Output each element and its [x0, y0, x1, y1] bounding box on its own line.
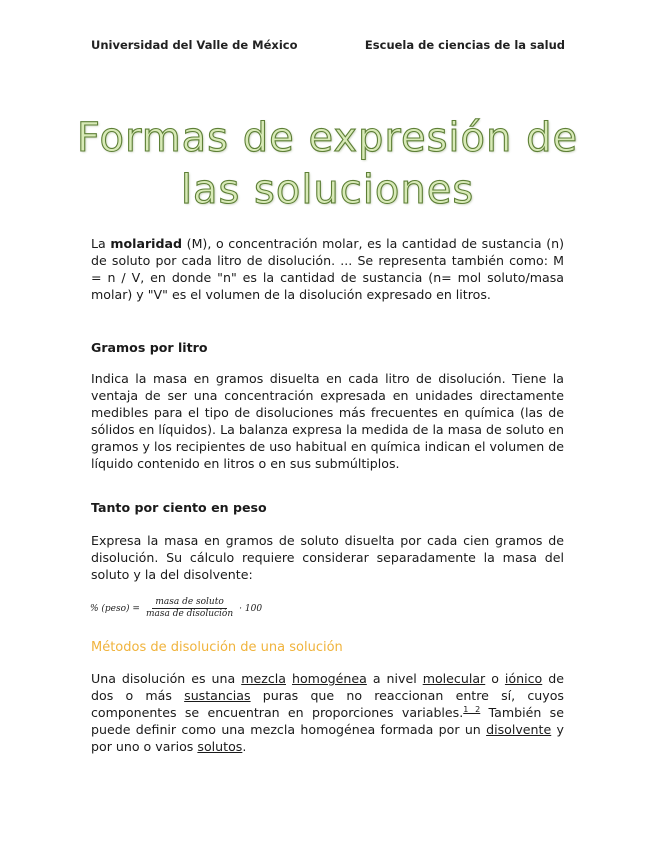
molaridad-intro: La	[91, 236, 111, 251]
text-segment: de dos o más	[91, 671, 564, 703]
title-line-1: Formas de expresión de	[76, 115, 579, 161]
formula-numerator: masa de soluto	[152, 597, 226, 609]
link-sustancias[interactable]: sustancias	[184, 688, 251, 703]
formula-rhs: · 100	[239, 603, 263, 614]
percent-weight-formula	[90, 597, 262, 620]
tanto-heading: Tanto por ciento en peso	[91, 500, 267, 515]
link-molecular[interactable]: molecular	[422, 671, 486, 686]
footnote-refs[interactable]: 1 2	[463, 704, 481, 714]
formula-denominator: masa de disolución	[145, 609, 234, 619]
title-line-2: las soluciones	[180, 167, 475, 213]
text-segment: a nivel	[366, 671, 423, 686]
link-mezcla[interactable]: mezcla	[241, 671, 286, 686]
header-university: Universidad del Valle de México	[91, 38, 298, 52]
link-disolvente[interactable]: disolvente	[486, 722, 552, 737]
molaridad-text: (M), o concentración molar, es la cantidad de sustancia (n) de soluto por cada litro de disolución. ... Se representa también como: M = n / V, en donde "n" es la cantidad de sustancia (n= mol soluto/masa molar) y "V" es el volumen de la disolución expresado en litros.	[91, 236, 565, 302]
text-segment: o	[485, 671, 505, 686]
gramos-heading: Gramos por litro	[91, 340, 208, 355]
link-solutos[interactable]: solutos	[197, 739, 243, 754]
molaridad-term: molaridad	[110, 236, 183, 251]
page-header	[91, 38, 565, 52]
link-homogenea[interactable]: homogénea	[291, 671, 367, 686]
gramos-paragraph: Indica la masa en gramos disuelta en cada litro de disolución. Tiene la ventaja de ser una concentración expresada en unidades directamente medibles para el tipo de disoluciones más frecuentes en química (las de sólidos en líquidos). La balanza expresa la medida de la masa de soluto en gramos y los recipientes de uso habitual en química indican el volumen de líquido contenido en litros o en sus submúltiplos.	[91, 371, 564, 471]
text-segment: También se puede definir como una mezcla homogénea formada por un	[91, 705, 564, 737]
text-segment: y por uno o varios	[91, 722, 564, 754]
text-segment: puras que no reaccionan entre sí, cuyos componentes se encuentran en proporciones variables.	[91, 688, 564, 720]
header-school: Escuela de ciencias de la salud	[364, 38, 565, 52]
text-segment: Una disolución es una	[91, 671, 242, 686]
formula-lhs: % (peso) =	[90, 603, 140, 614]
metodos-heading: Métodos de disolución de una solución	[91, 640, 343, 655]
page-title	[60, 112, 595, 216]
formula-fraction	[143, 597, 236, 620]
disolucion-paragraph	[91, 670, 564, 755]
tanto-paragraph: Expresa la masa en gramos de soluto disuelta por cada cien gramos de disolución. Su cálculo requiere considerar separadamente la masa del soluto y la del disolvente:	[91, 533, 564, 582]
link-ionico[interactable]: iónico	[504, 671, 543, 686]
molaridad-paragraph	[91, 235, 564, 303]
text-segment: .	[242, 739, 247, 754]
